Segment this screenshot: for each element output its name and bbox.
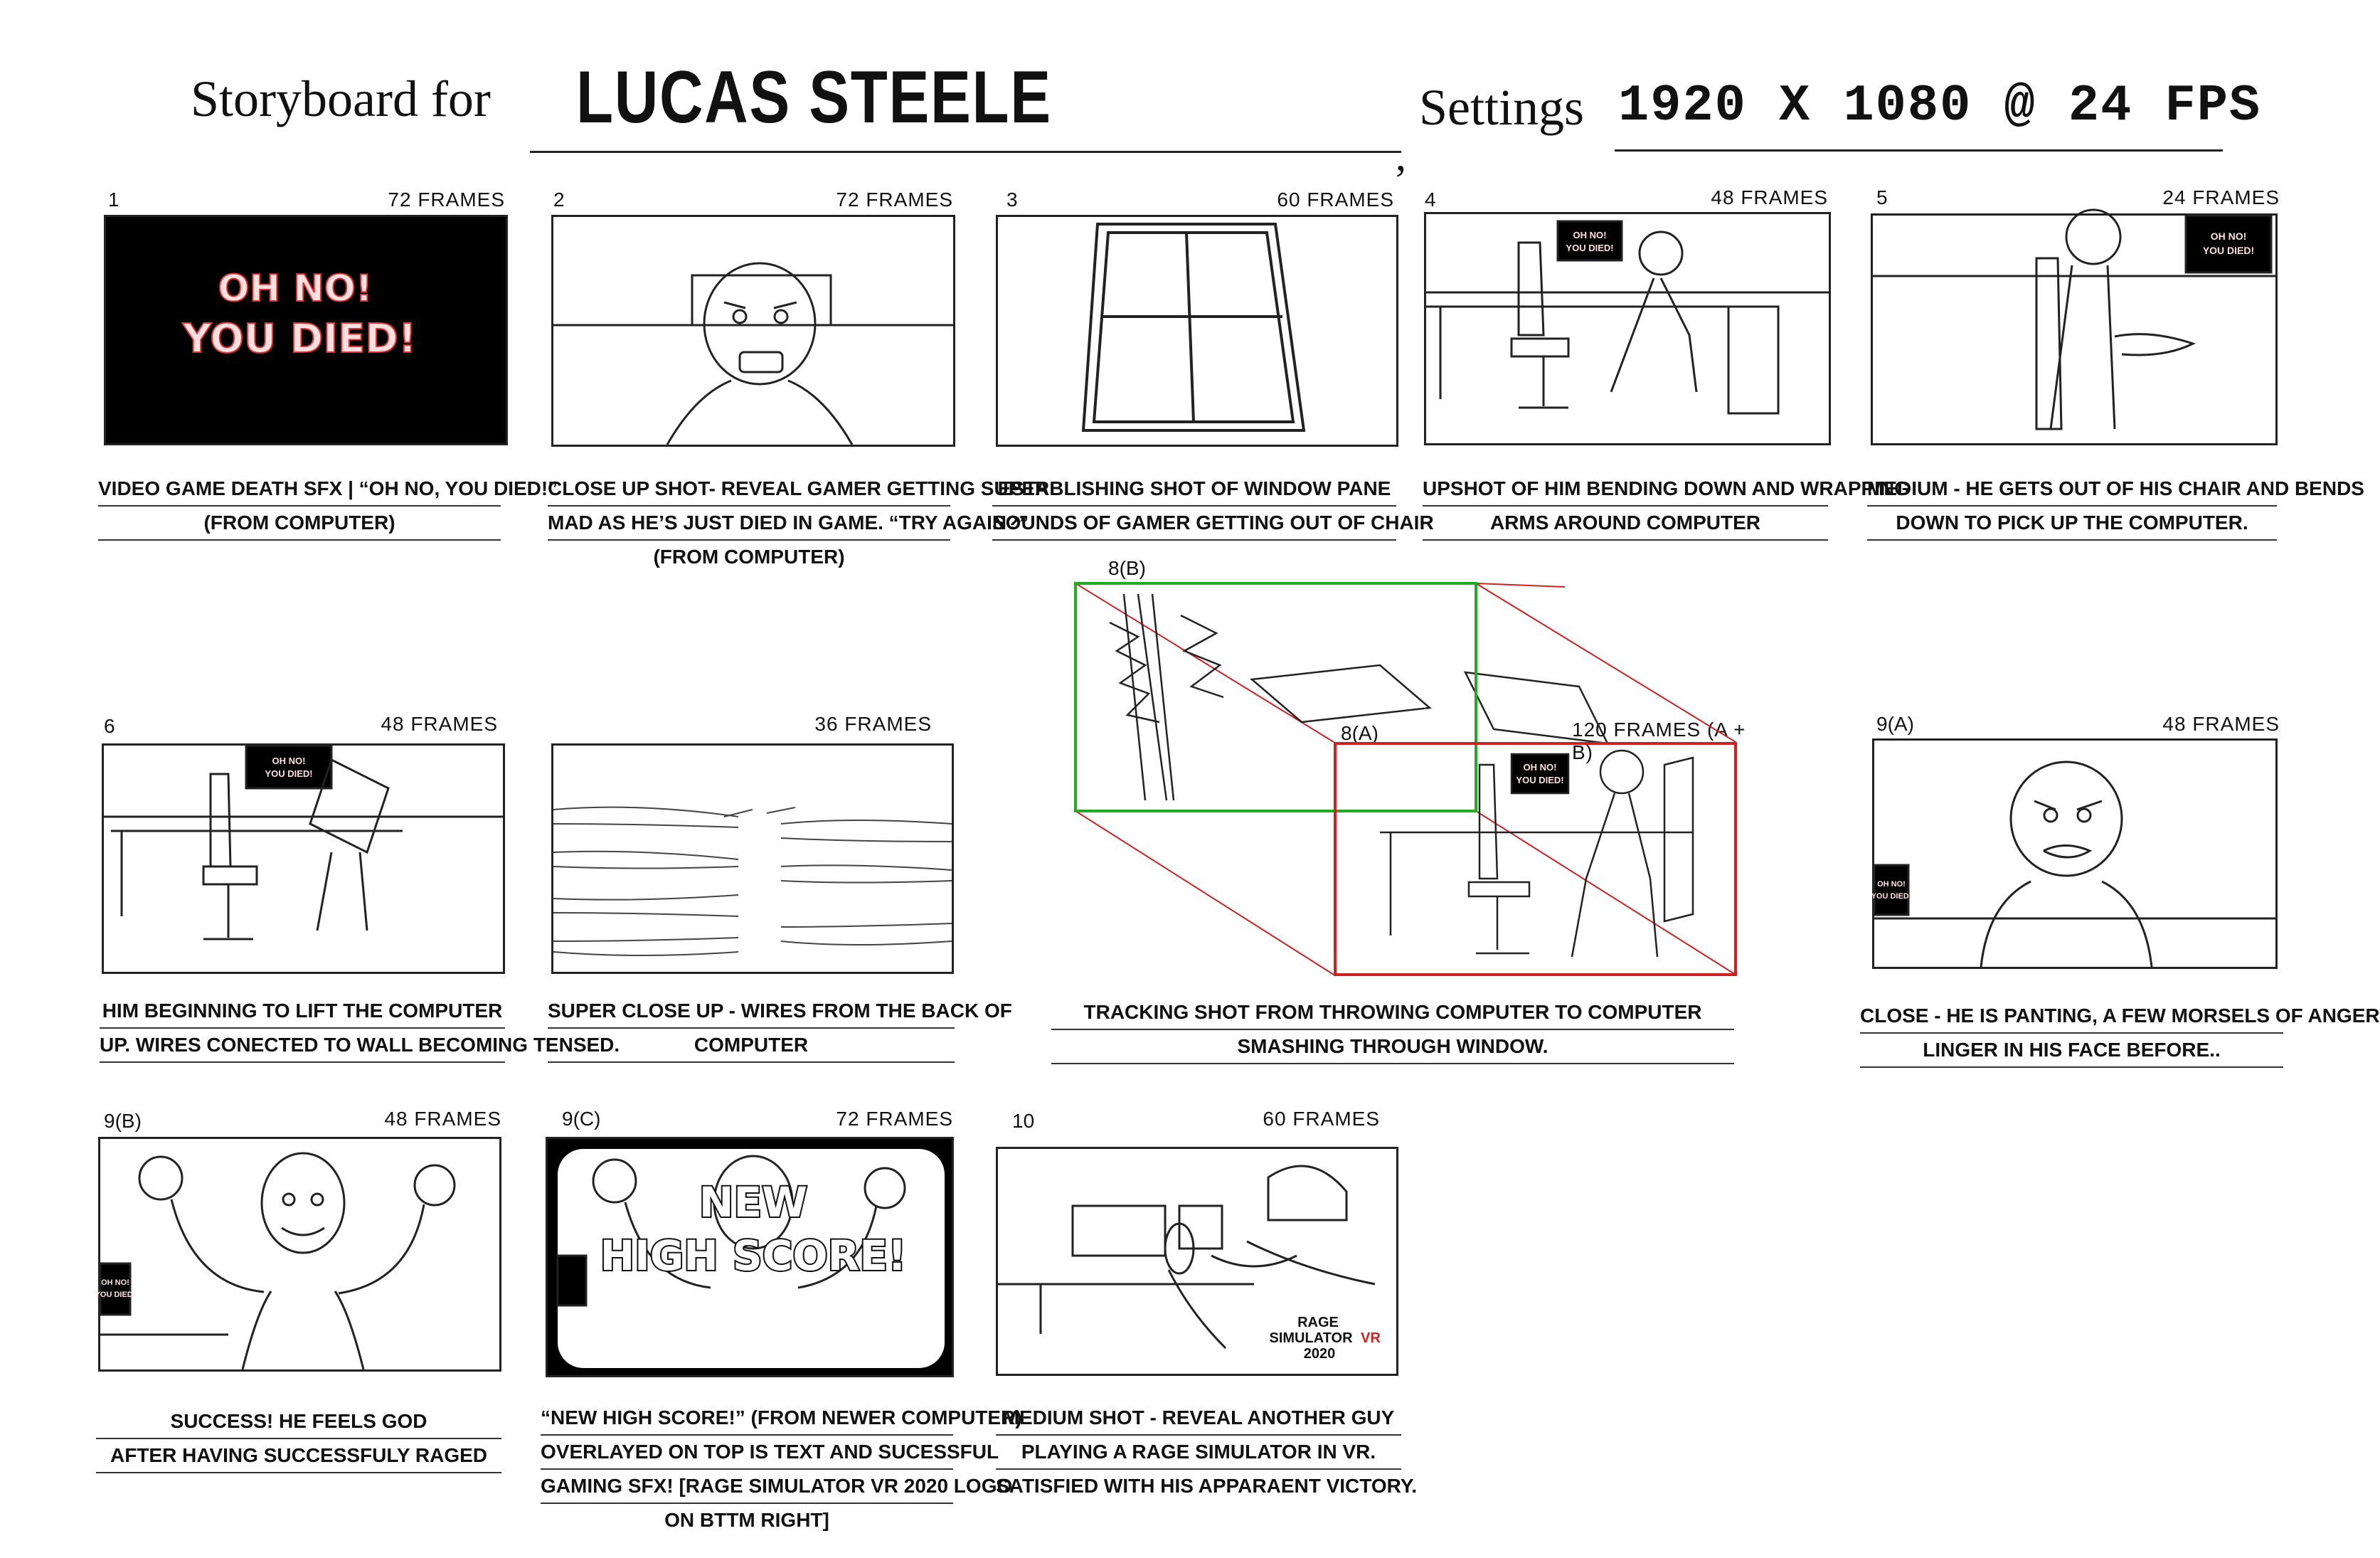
panel-5-caption-line-1: MEDIUM - HE GETS OUT OF HIS CHAIR AND BENDS <box>1867 472 2277 507</box>
panel-1-drawing <box>106 217 506 443</box>
panel-3-frame <box>996 215 1398 447</box>
panel-8a-number: 8(A) <box>1341 722 1378 744</box>
settings-underline <box>1615 149 2223 152</box>
panel-10-caption-line-2: PLAYING A RAGE SIMULATOR IN VR. <box>996 1436 1401 1470</box>
panel-6-frames: 48 FRAMES <box>381 713 498 735</box>
panel-8b-number: 8(B) <box>1108 557 1146 579</box>
panel-9a-screen-line-2: YOU DIED! <box>1871 892 1912 901</box>
panel-1-caption <box>98 472 558 541</box>
panel-9a-frames: 48 FRAMES <box>2162 713 2280 735</box>
panel-7-frame <box>551 743 954 974</box>
panel-2-frames: 72 FRAMES <box>836 189 953 211</box>
panel-3-caption-line-1: ESTABLISHING SHOT OF WINDOW PANE <box>992 472 1396 507</box>
panel-7-caption-line-1: SUPER CLOSE UP - WIRES FROM THE BACK OF <box>548 995 955 1029</box>
panel-10-logo-line-1: RAGE <box>1297 1315 1339 1330</box>
panel-5-caption <box>1867 472 2364 541</box>
panel-4-screen-line-1: OH NO! <box>1573 230 1607 240</box>
panel-9c-caption-line-2: OVERLAYED ON TOP IS TEXT AND SUCESSFUL <box>541 1436 953 1470</box>
panel-5-number: 5 <box>1876 186 1888 208</box>
panel-1-frames: 72 FRAMES <box>388 189 505 211</box>
panel-9c-screen <box>558 1149 945 1368</box>
panel-6-screen-line-2: YOU DIED! <box>265 768 313 779</box>
panel-4-caption-line-2: ARMS AROUND COMPUTER <box>1423 507 1828 541</box>
panel-9b-screen-line-2: YOU DIED! <box>95 1291 136 1299</box>
panel-9b-caption <box>96 1405 501 1473</box>
panel-9b-frames: 48 FRAMES <box>384 1108 501 1130</box>
panel-9c-caption-line-3: GAMING SFX! [RAGE SIMULATOR VR 2020 LOGO <box>541 1470 953 1504</box>
panel-9a-frame <box>1872 738 2278 969</box>
panel-5-drawing <box>1873 216 2275 443</box>
panel-1-number: 1 <box>108 189 119 211</box>
panel-9c-caption <box>541 1401 1022 1537</box>
panel-9b-caption-line-2: AFTER HAVING SUCCESSFULY RAGED <box>96 1439 501 1473</box>
panel-9c-high-score-line-2: HIGH SCORE! <box>600 1231 907 1280</box>
panel-8-frames: 120 FRAMES (A + B) <box>1572 719 1746 763</box>
panel-5-screen-line-1: OH NO! <box>2210 230 2247 242</box>
panel-1-screen-line-2: YOU DIED! <box>182 316 417 362</box>
panel-2-caption <box>548 472 1050 573</box>
panel-6-caption-line-2: UP. WIRES CONECTED TO WALL BECOMING TENSED. <box>100 1029 505 1063</box>
panel-10-frame <box>996 1147 1398 1376</box>
panel-4-frames: 48 FRAMES <box>1711 186 1828 208</box>
panel-9c-drawing <box>558 1149 945 1368</box>
settings-label: Settings <box>1419 79 1585 136</box>
panel-7-caption <box>548 995 1012 1063</box>
panel-9c-frames: 72 FRAMES <box>836 1108 953 1130</box>
panel-8-caption <box>1051 996 1734 1064</box>
panel-5-screen-line-2: YOU DIED! <box>2202 245 2255 256</box>
panel-10-caption-line-3: SATISFIED WITH HIS APPARAENT VICTORY. <box>996 1475 1418 1497</box>
header-comma: , <box>1396 132 1406 179</box>
panel-2-frame <box>551 215 955 447</box>
panel-8-caption-line-2: SMASHING THROUGH WINDOW. <box>1051 1030 1734 1064</box>
title-underline <box>530 151 1401 153</box>
panel-10-number: 10 <box>1012 1110 1035 1132</box>
panel-3-caption-line-2: SOUNDS OF GAMER GETTING OUT OF CHAIR <box>992 507 1396 541</box>
panel-10-drawing <box>998 1149 1396 1374</box>
panel-4-number: 4 <box>1425 189 1436 211</box>
panel-9c-frame <box>546 1137 954 1377</box>
panel-9a-number: 9(A) <box>1876 713 1914 735</box>
panel-3-drawing <box>998 217 1396 445</box>
panel-9b-caption-line-1: SUCCESS! HE FEELS GOD <box>96 1405 501 1439</box>
panel-10-caption <box>996 1401 1418 1503</box>
panel-4-drawing <box>1426 214 1829 443</box>
panel-9a-caption-line-2: LINGER IN HIS FACE BEFORE.. <box>1860 1034 2283 1068</box>
panel-7-drawing <box>553 746 952 972</box>
panel-10-logo-year: 2020 <box>1303 1346 1336 1362</box>
panel-9a-caption <box>1860 1000 2380 1068</box>
panel-9b-number: 9(B) <box>104 1110 142 1132</box>
panel-5-frame <box>1871 213 2278 445</box>
panel-1-caption-line-1: VIDEO GAME DEATH SFX | “OH NO, YOU DIED!” <box>98 472 501 507</box>
panel-8-screen-line-2: YOU DIED! <box>1516 775 1564 785</box>
panel-10-frames: 60 FRAMES <box>1263 1108 1380 1130</box>
panel-6-frame <box>102 743 505 974</box>
panel-2-drawing <box>553 217 953 445</box>
panel-2-caption-line-1: CLOSE UP SHOT- REVEAL GAMER GETTING SUPER <box>548 472 950 507</box>
panel-9c-caption-line-1: “NEW HIGH SCORE!” (FROM NEWER COMPUTER) <box>541 1401 953 1436</box>
panel-6-number: 6 <box>104 715 115 737</box>
panel-8-caption-line-1: TRACKING SHOT FROM THROWING COMPUTER TO COMPUTER <box>1051 996 1734 1030</box>
panel-9b-frame <box>95 1137 501 1372</box>
panel-9c-high-score-line-1: NEW <box>698 1178 808 1226</box>
panel-7-caption-line-2: COMPUTER <box>548 1029 955 1063</box>
panel-9b-drawing <box>95 1139 499 1369</box>
panel-9a-drawing <box>1871 741 2275 967</box>
panel-7-frames: 36 FRAMES <box>814 713 932 735</box>
project-title: LUCAS STEELE <box>576 56 1052 139</box>
panel-2-number: 2 <box>553 189 565 211</box>
panel-9a-screen-line-1: OH NO! <box>1877 880 1906 889</box>
panel-6-drawing <box>104 746 503 972</box>
storyboard-label: Storyboard for <box>191 70 491 127</box>
panel-9c-number: 9(C) <box>562 1108 601 1130</box>
panel-10-caption-line-1: MEDIUM SHOT - REVEAL ANOTHER GUY <box>996 1401 1401 1436</box>
panel-5-caption-line-2: DOWN TO PICK UP THE COMPUTER. <box>1867 507 2277 541</box>
panel-2-caption-line-3: (FROM COMPUTER) <box>653 546 845 568</box>
panel-9c-caption-line-4: ON BTTM RIGHT] <box>664 1509 829 1531</box>
panel-10-logo-vr: VR <box>1361 1330 1381 1346</box>
panel-6-caption-line-1: HIM BEGINNING TO LIFT THE COMPUTER <box>100 995 505 1029</box>
panel-1-frame <box>104 215 508 445</box>
settings-value: 1920 X 1080 @ 24 FPS <box>1618 77 2262 135</box>
panel-10-logo-line-2: SIMULATOR <box>1269 1330 1353 1346</box>
panel-6-screen-line-1: OH NO! <box>272 756 306 766</box>
panel-4-frame <box>1424 212 1831 445</box>
panel-4-caption <box>1423 472 1910 541</box>
panel-9a-caption-line-1: CLOSE - HE IS PANTING, A FEW MORSELS OF ANGER <box>1860 1000 2283 1034</box>
panel-4-screen-line-2: YOU DIED! <box>1566 243 1614 253</box>
panel-6-caption <box>100 995 620 1063</box>
panel-3-frames: 60 FRAMES <box>1277 189 1394 211</box>
panel-8b-frame <box>1075 583 1476 811</box>
panel-3-caption <box>992 472 1434 541</box>
panel-3-number: 3 <box>1006 189 1018 211</box>
panel-2-caption-line-2: MAD AS HE’S JUST DIED IN GAME. “TRY AGAIN?” <box>548 507 950 541</box>
panel-8-screen-line-1: OH NO! <box>1523 762 1557 773</box>
panel-1-caption-line-2: (FROM COMPUTER) <box>98 507 501 541</box>
panel-4-caption-line-1: UPSHOT OF HIM BENDING DOWN AND WRAPPING <box>1423 472 1828 507</box>
panel-9b-screen-line-1: OH NO! <box>101 1278 129 1287</box>
panel-5-frames: 24 FRAMES <box>2162 186 2280 208</box>
panel-8-tracking-drawing <box>1067 580 1757 982</box>
panel-1-screen-line-1: OH NO! <box>218 267 373 310</box>
